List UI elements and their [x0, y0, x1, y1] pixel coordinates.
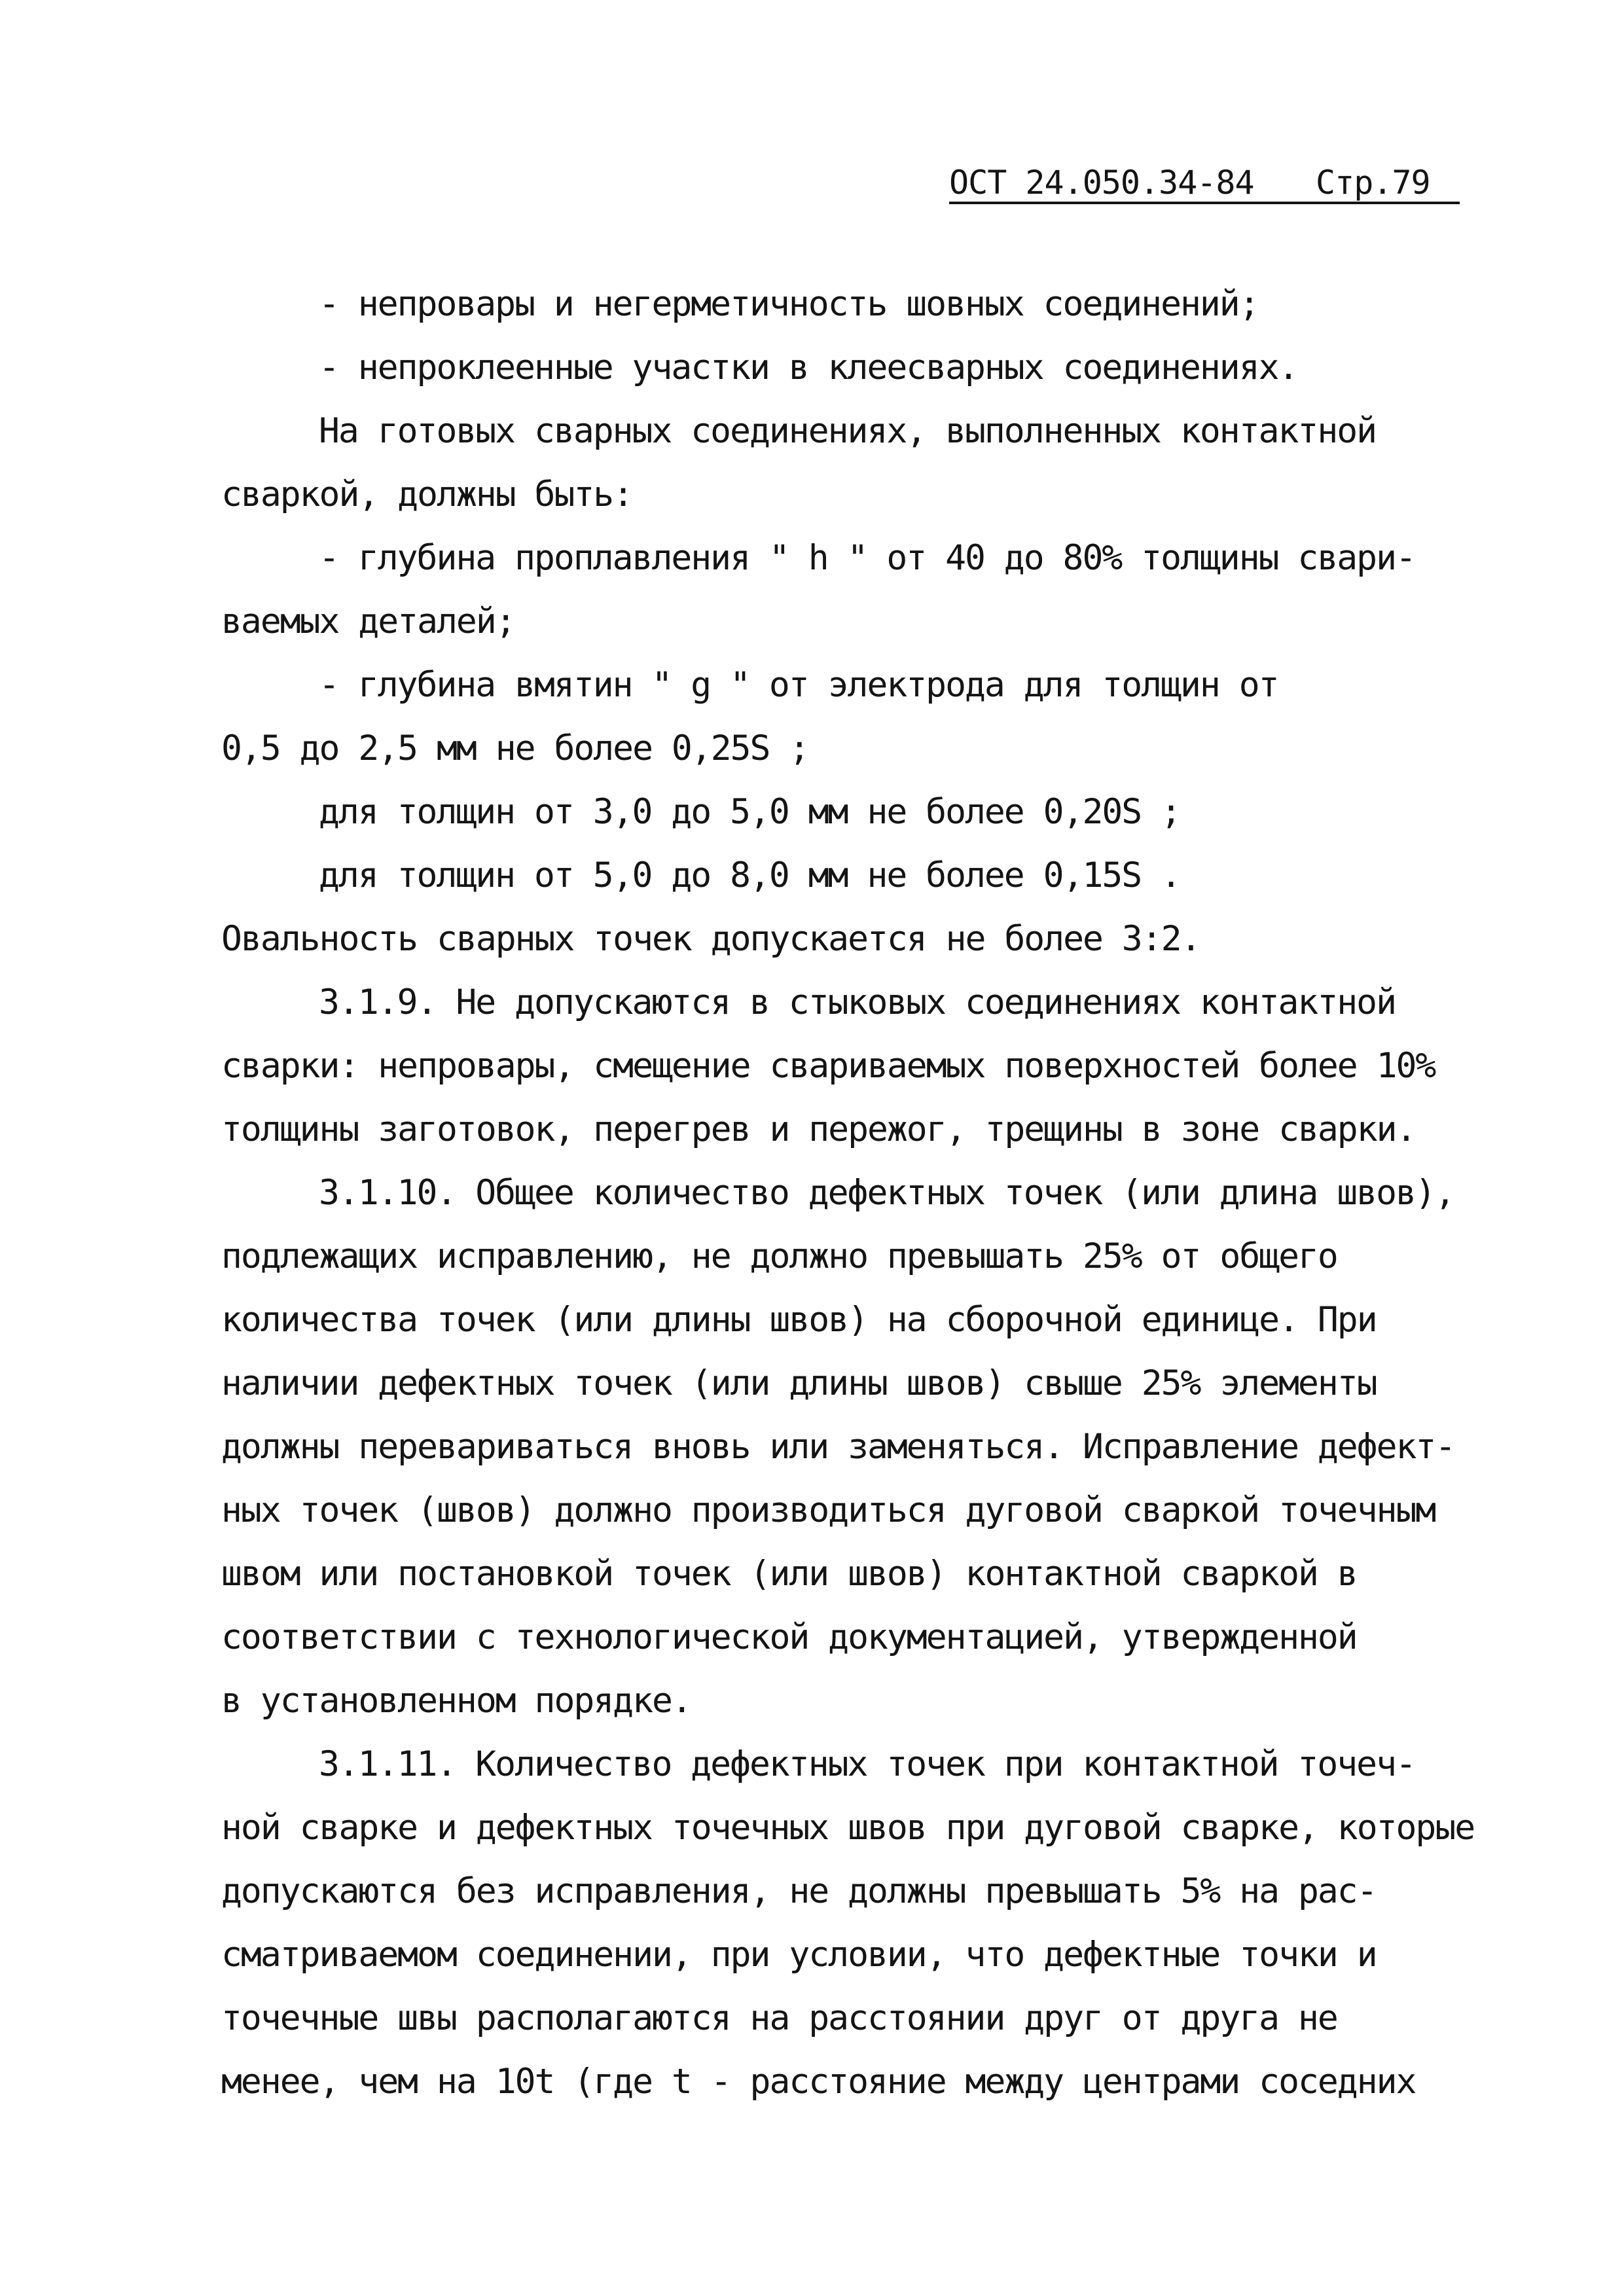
text-line: - глубина вмятин " g " от электрода для толщин от: [319, 665, 1278, 705]
text-line: сматриваемом соединении, при условии, что дефектные точки и: [221, 1935, 1377, 1975]
text-line: ных точек (швов) должно производиться дуговой сваркой точечным: [221, 1490, 1435, 1530]
page-header: [949, 164, 1460, 204]
text-line: соответствии с технологической документацией, утвержденной: [221, 1617, 1357, 1657]
text-line: - глубина проплавления " h " от 40 до 80% толщины свари-: [319, 538, 1415, 578]
text-line: 3.1.10. Общее количество дефектных точек (или длина швов),: [319, 1173, 1454, 1213]
text-line: - непровары и негерметичность шовных соединений;: [319, 284, 1259, 324]
text-line: должны перевариваться вновь или заменяться. Исправление дефект-: [221, 1427, 1455, 1467]
text-line: точечные швы располагаются на расстоянии друг от друга не: [221, 1998, 1337, 2038]
text-line: швом или постановкой точек (или швов) контактной сваркой в: [221, 1554, 1357, 1594]
text-line: наличии дефектных точек (или длины швов) свыше 25% элементы: [221, 1363, 1377, 1403]
text-line: ной сварке и дефектных точечных швов при дуговой сварке, которые: [221, 1808, 1475, 1848]
text-line: сваркой, должны быть:: [221, 475, 633, 514]
text-line: На готовых сварных соединениях, выполненных контактной: [319, 411, 1377, 451]
text-line: для толщин от 3,0 до 5,0 мм не более 0,20S ;: [319, 792, 1180, 832]
text-line: 3.1.9. Не допускаются в стыковых соединениях контактной: [319, 982, 1396, 1022]
text-line: количества точек (или длины швов) на сборочной единице. При: [221, 1300, 1377, 1340]
page-number: Стр.79: [1316, 164, 1430, 202]
text-line: менее, чем на 10t (где t - расстояние между центрами соседних: [221, 2062, 1416, 2102]
text-line: подлежащих исправлению, не должно превышать 25% от общего: [221, 1236, 1337, 1276]
text-line: в установленном порядке.: [221, 1681, 691, 1721]
text-line: сварки: непровары, смещение свариваемых поверхностей более 10%: [221, 1046, 1435, 1086]
text-line: Овальность сварных точек допускается не более 3:2.: [221, 919, 1200, 959]
text-line: - непроклеенные участки в клеесварных соединениях.: [319, 348, 1298, 387]
standard-number: ОСТ 24.050.34-84: [949, 164, 1254, 202]
text-line: ваемых деталей;: [221, 601, 515, 641]
text-line: для толщин от 5,0 до 8,0 мм не более 0,15S .: [319, 855, 1180, 895]
text-line: толщины заготовок, перегрев и пережог, трещины в зоне сварки.: [221, 1109, 1416, 1149]
text-line: допускаются без исправления, не должны превышать 5% на рас-: [221, 1871, 1377, 1911]
text-line: 0,5 до 2,5 мм не более 0,25S ;: [221, 728, 809, 768]
text-line: 3.1.11. Количество дефектных точек при контактной точеч-: [319, 1744, 1415, 1784]
